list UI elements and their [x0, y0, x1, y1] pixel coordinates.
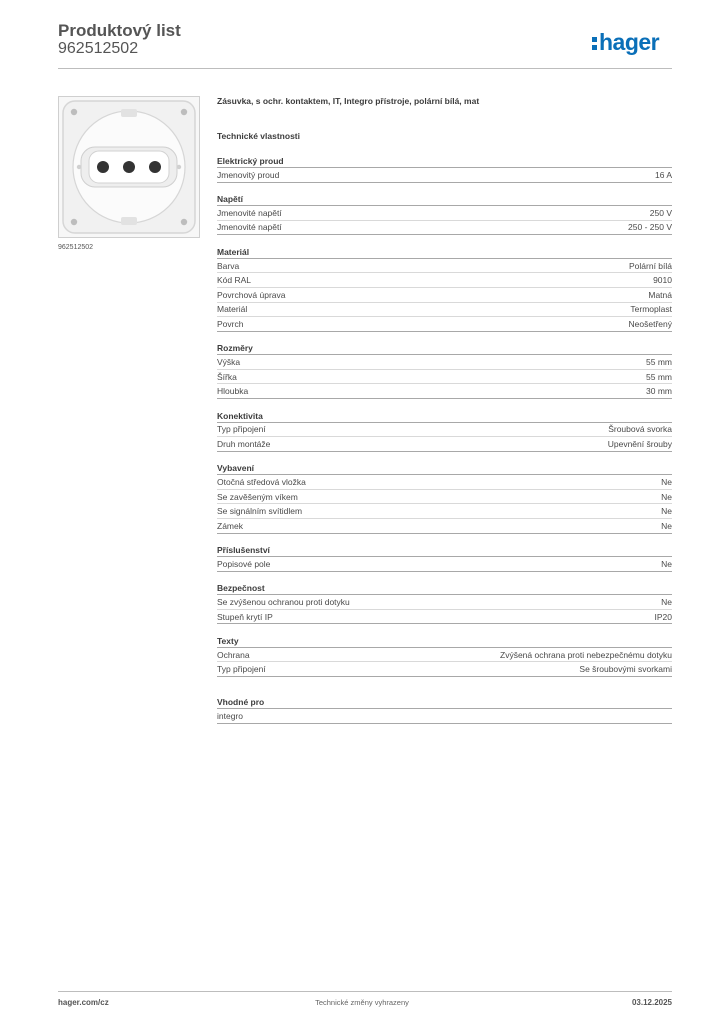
header-divider	[58, 68, 672, 69]
property-value: 9010	[653, 275, 672, 286]
product-image	[58, 96, 200, 238]
property-label: Se zvýšenou ochranou proti dotyku	[217, 596, 350, 607]
property-group	[217, 155, 672, 183]
property-row	[217, 490, 672, 505]
property-group	[217, 193, 672, 235]
property-row	[217, 709, 672, 724]
group-title: Texty	[217, 635, 672, 648]
group-title: Materiál	[217, 246, 672, 259]
property-group	[217, 582, 672, 624]
property-label: Se signálním svítidlem	[217, 506, 303, 517]
property-value: Se šroubovými svorkami	[579, 664, 672, 675]
property-value: IP20	[654, 611, 672, 622]
property-label: Stupeň krytí IP	[217, 611, 273, 622]
product-content	[217, 95, 672, 734]
property-value: Polární bílá	[629, 260, 672, 271]
footer-divider	[58, 991, 672, 992]
property-row	[217, 610, 672, 625]
property-groups	[217, 155, 672, 677]
property-label: Zámek	[217, 520, 243, 531]
property-value: Ne	[661, 596, 672, 607]
property-label: Druh montáže	[217, 438, 271, 449]
image-caption: 962512502	[58, 244, 94, 251]
property-label: Kód RAL	[217, 275, 252, 286]
property-row	[217, 519, 672, 534]
property-group	[217, 462, 672, 533]
property-label: Hloubka	[217, 386, 249, 397]
property-value: 250 V	[649, 207, 672, 218]
group-title: Rozměry	[217, 342, 672, 355]
property-row	[217, 662, 672, 677]
property-value: Šroubová svorka	[608, 424, 672, 435]
property-row	[217, 168, 672, 183]
property-row	[217, 370, 672, 385]
property-group	[217, 410, 672, 452]
property-row	[217, 504, 672, 519]
property-group	[217, 544, 672, 572]
property-label: Jmenovité napětí	[217, 207, 282, 218]
footer-website[interactable]: hager.com/cz	[58, 998, 109, 1007]
group-title: Napětí	[217, 193, 672, 206]
property-label: Typ připojení	[217, 664, 266, 675]
property-row	[217, 221, 672, 236]
property-row	[217, 437, 672, 452]
property-label: Jmenovité napětí	[217, 222, 282, 233]
property-row	[217, 384, 672, 399]
group-title: Vhodné pro	[217, 696, 672, 709]
property-value: Termoplast	[630, 304, 672, 315]
property-value: 250 - 250 V	[628, 222, 672, 233]
property-group	[217, 342, 672, 399]
property-value: Matná	[648, 289, 672, 300]
property-value: Zvýšená ochrana proti nebezpečnému dotyku	[500, 649, 672, 660]
property-label: Povrchová úprava	[217, 289, 286, 300]
property-value: 30 mm	[646, 386, 672, 397]
property-row	[217, 355, 672, 370]
property-value: Ne	[661, 506, 672, 517]
product-name: Zásuvka, s ochr. kontaktem, IT, Integro přístroje, polární bílá, mat	[217, 96, 480, 106]
property-label: Barva	[217, 260, 240, 271]
property-value: Ne	[661, 520, 672, 531]
footer-notice: Technické změny vyhrazeny	[315, 998, 409, 1007]
property-value: Ne	[661, 477, 672, 488]
property-label: Šířka	[217, 371, 237, 382]
property-label: Popisové pole	[217, 558, 271, 569]
property-row	[217, 259, 672, 274]
property-row	[217, 475, 672, 490]
property-row	[217, 288, 672, 303]
logo-text: hager	[599, 29, 660, 55]
property-label: Povrch	[217, 318, 244, 329]
property-label: Výška	[217, 357, 241, 368]
property-value: 55 mm	[646, 371, 672, 382]
hager-logo[interactable]	[592, 27, 659, 57]
group-title: Elektrický proud	[217, 155, 672, 168]
socket-outlet-icon	[59, 97, 199, 237]
property-row	[217, 206, 672, 221]
technical-properties-title: Technické vlastnosti	[217, 131, 300, 141]
property-label: Jmenovitý proud	[217, 169, 280, 180]
property-row	[217, 303, 672, 318]
property-row	[217, 648, 672, 663]
property-label: Se zavěšeným víkem	[217, 491, 298, 502]
header-title: Produktový list	[58, 21, 181, 40]
property-group	[217, 246, 672, 332]
property-row	[217, 595, 672, 610]
property-row	[217, 423, 672, 438]
property-value: Neošetřený	[628, 318, 672, 329]
property-value: 55 mm	[646, 357, 672, 368]
header-product-code: 962512502	[58, 40, 139, 57]
group-title: Bezpečnost	[217, 582, 672, 595]
logo-colon-icon	[592, 34, 598, 51]
property-row	[217, 317, 672, 332]
property-value: 16 A	[654, 169, 672, 180]
property-label: Ochrana	[217, 649, 250, 660]
property-label: integro	[217, 710, 243, 721]
group-title: Vybavení	[217, 462, 672, 475]
property-value: Ne	[661, 491, 672, 502]
property-value: Ne	[661, 558, 672, 569]
property-label: Otočná středová vložka	[217, 477, 306, 488]
group-title: Konektivita	[217, 410, 672, 423]
footer-date: 03.12.2025	[631, 998, 672, 1007]
property-label: Materiál	[217, 304, 248, 315]
property-group	[217, 635, 672, 677]
property-row	[217, 273, 672, 288]
group-title: Příslušenství	[217, 544, 672, 557]
property-row	[217, 557, 672, 572]
property-label: Typ připojení	[217, 424, 266, 435]
property-value: Upevnění šrouby	[607, 438, 672, 449]
suitable-for-group	[217, 696, 672, 724]
